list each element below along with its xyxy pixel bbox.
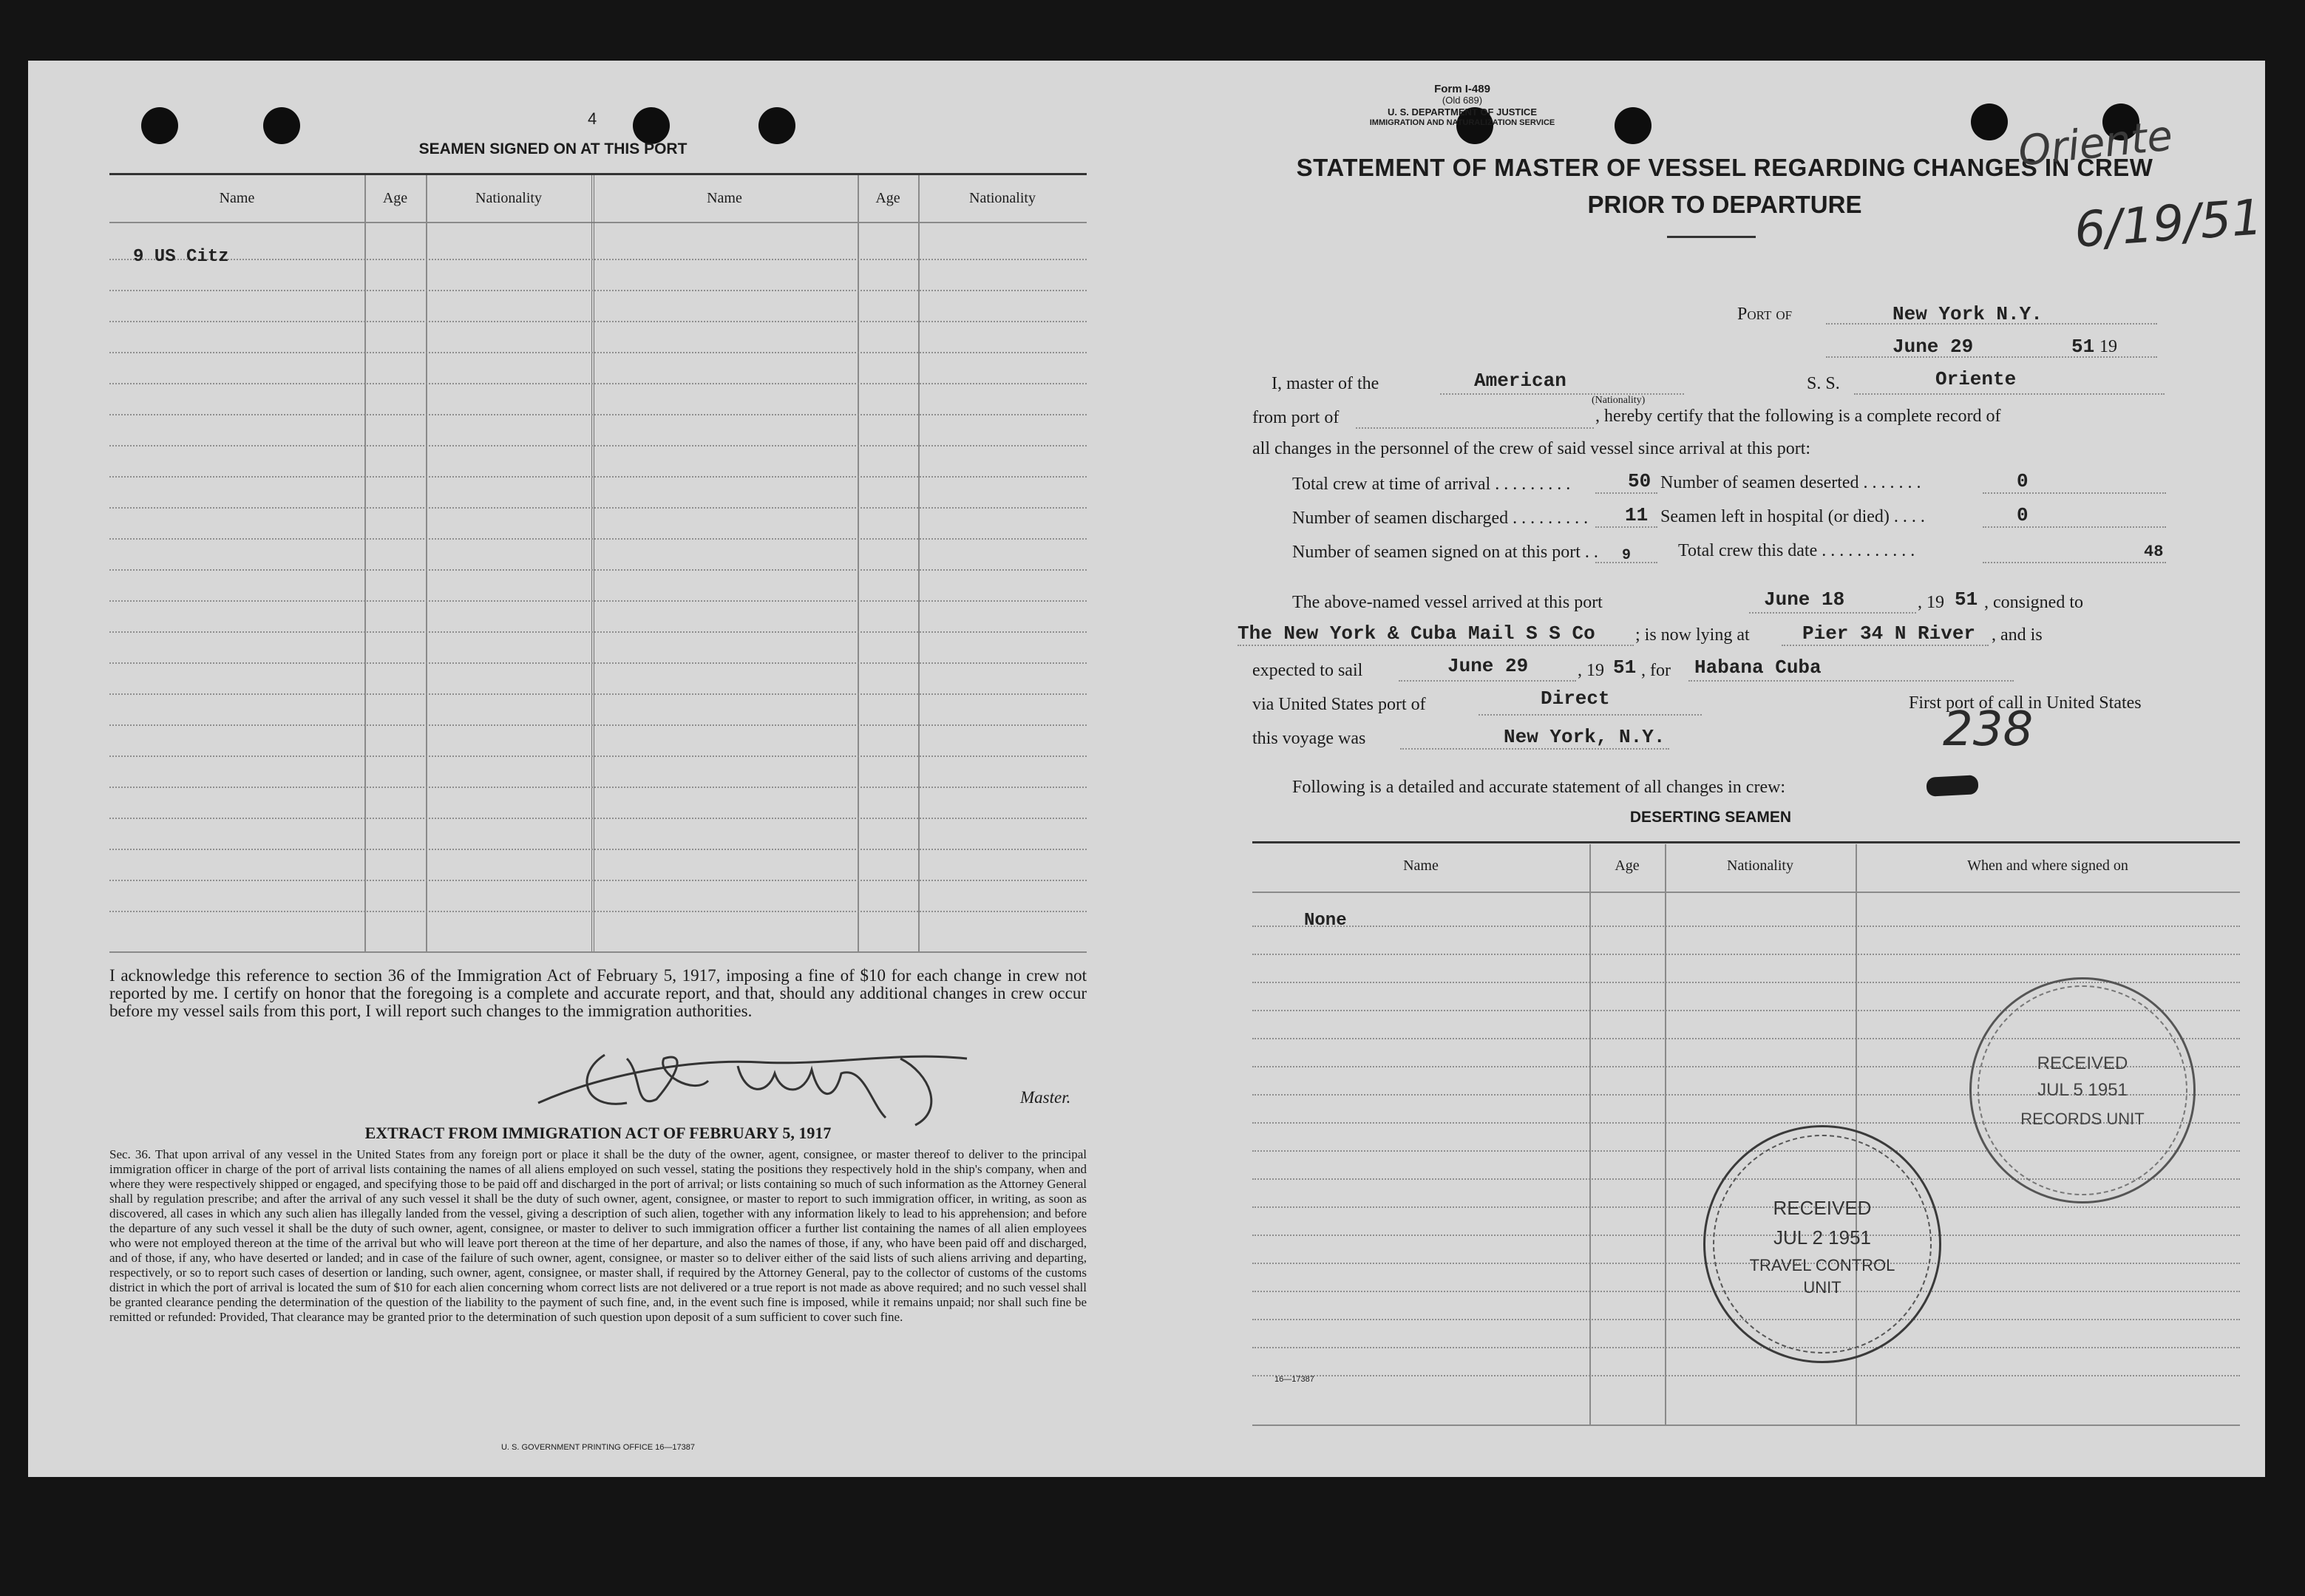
voyage-label: this voyage was <box>1252 729 1366 748</box>
first-port-value: New York, N.Y. <box>1504 726 1666 748</box>
fill-line <box>1983 562 2166 563</box>
signed-on-value: 9 <box>1622 547 1632 564</box>
table-row <box>109 849 1087 850</box>
received-travel-control-stamp <box>1703 1125 1941 1363</box>
stamp-date-text: JUL 5 1951 <box>2037 1080 2128 1100</box>
extract-text: Sec. 36. That upon arrival of any vessel in the United States from any foreign port or place it shall be the duty of the owner, agent, consignee, or master thereof to deliver to the principal immigration officer in charge of the port of arrival lists containing the names of all aliens employed on such vessel, stating the positions they respectively hold in the ship's company, when and where they were respectively shipped or engaged, and specifying those to be paid off and discharged in the port of arrival; or lists containing so much of such information as the Attorney General shall by regulation prescribe; and after the arrival of any such vessel it shall be the duty of such owner, agent, consignee, or master to report to such immigration officer, in writing, as soon as discovered, all cases in which any such alien has illegally landed from the vessel, giving a description of such alien, together with any information likely to lead to his apprehension; and before the departure of any such vessel it shall be the duty of such owner, agent, consignee, or master to deliver to such immigration officer a further list containing the names of all alien employees who were not employed thereon at the time of the arrival but who will leave port thereon at the time of her departure, and also the names of those, if any, who have been paid off and discharged, and of those, if any, who have deserted or landed; and in case of the failure of such owner, agent, consignee, or master so to deliver either of the said lists of such aliens arriving and departing, respectively, or so to report such cases of desertion or landing, such owner, agent, consignee, or master shall, if required by the Attorney General, pay to the collector of customs of the customs district in which the port of arrival is located the sum of $10 for each alien concerning whom correct lists are not delivered or a true report is not made as above required; and no such vessel shall be granted clearance pending the determination of the question of the liability to the payment of such fine, and, in the event such fine is imposed, while it remains unpaid; nor shall such fine be remitted or refunded: Provided, That clearance may be granted prior to the determination of such question upon deposit of a sum sufficient to cover such fine. <box>109 1147 1087 1324</box>
arrived-year: 51 <box>1955 588 1978 611</box>
and-is-label: , and is <box>1992 625 2043 645</box>
table-top-rule <box>109 173 1087 175</box>
table-row <box>109 414 1087 415</box>
via-value: Direct <box>1541 687 1610 710</box>
date-value: June 29 <box>1892 336 1974 358</box>
table-row <box>1252 926 2240 927</box>
received-records-stamp <box>1969 977 2196 1203</box>
extract-title: EXTRACT FROM IMMIGRATION ACT OF FEBRUARY 5, 1917 <box>364 1124 832 1142</box>
master-label: Master. <box>1020 1088 1071 1107</box>
lying-at-value: Pier 34 N River <box>1802 622 1976 645</box>
fill-line <box>1595 526 1657 528</box>
deserting-entry: None <box>1304 911 1347 931</box>
col-header-age: Age <box>875 190 900 206</box>
table-row <box>109 631 1087 633</box>
table-row <box>109 569 1087 571</box>
form-title-line2: PRIOR TO DEPARTURE <box>1587 191 1862 218</box>
table-row <box>109 445 1087 446</box>
fill-line <box>1356 427 1594 429</box>
fill-line <box>1399 680 1576 682</box>
col-header-name: Name <box>707 190 742 206</box>
fill-line <box>1983 526 2166 528</box>
consigned-label: , consigned to <box>1984 593 2083 612</box>
column-divider <box>426 175 427 951</box>
table-row <box>1252 954 2240 955</box>
table-row <box>109 600 1087 602</box>
column-divider <box>858 175 859 951</box>
total-crew-date-value: 48 <box>2144 543 2164 561</box>
table-row <box>109 693 1087 695</box>
for-label: , for <box>1641 661 1671 680</box>
nationality-caption: (Nationality) <box>1592 395 1646 406</box>
hospital-value: 0 <box>2017 504 2029 526</box>
hospital-label: Seamen left in hospital (or died) . . . . <box>1660 507 1925 526</box>
deserting-col-name: Name <box>1403 858 1439 874</box>
signed-on-entry: 9 US Citz <box>133 247 229 267</box>
fill-line <box>1595 492 1657 494</box>
left-page <box>28 61 1137 1477</box>
deserted-label: Number of seamen deserted . . . . . . . <box>1660 473 1921 492</box>
col-header-age: Age <box>382 190 408 206</box>
deserted-value: 0 <box>2017 470 2029 492</box>
table-row <box>109 755 1087 757</box>
fill-line <box>1238 645 1634 646</box>
sail-year-prefix: , 19 <box>1578 661 1604 680</box>
right-page <box>1181 61 2265 1477</box>
handwritten-number: 238 <box>1943 702 2034 757</box>
sail-year: 51 <box>1613 656 1637 679</box>
deserting-table-top-rule <box>1252 841 2240 843</box>
handwritten-date: 6/19/51 <box>2072 189 2264 259</box>
deserting-col-age: Age <box>1615 858 1640 874</box>
table-row <box>109 911 1087 912</box>
year-suffix: 19 <box>2099 337 2117 356</box>
form-title-line1: STATEMENT OF MASTER OF VESSEL REGARDING CHANGES IN CREW <box>1296 154 2153 181</box>
arrived-label: The above-named vessel arrived at this port <box>1292 593 1603 612</box>
signed-on-label: Number of seamen signed on at this port . . <box>1292 543 1598 562</box>
page-number: 4 <box>588 109 597 128</box>
title-underline <box>1667 236 1756 238</box>
arrived-date: June 18 <box>1764 588 1845 611</box>
certify-text: , hereby certify that the following is a complete record of <box>1595 407 2001 426</box>
table-row <box>109 507 1087 509</box>
fill-line <box>1688 680 2014 682</box>
column-divider <box>1665 844 1666 1424</box>
table-row <box>109 662 1087 664</box>
column-divider <box>591 175 594 951</box>
document-sheet <box>28 61 2265 1477</box>
acknowledgment-text: I acknowledge this reference to section 36 of the Immigration Act of February 5, 1917, imposing a fine of $10 for each change in crew not reported by me. I certify on honor that the foregoing is a complete and accurate report, and that, should any additional changes in crew occur before my vessel sails from this port, I will report such changes to the immigration authorities. <box>109 966 1087 1020</box>
col-header-nationality: Nationality <box>475 190 542 206</box>
all-changes-text: all changes in the personnel of the crew of said vessel since arrival at this port: <box>1252 439 1811 458</box>
stamp-unit-text: RECORDS UNIT <box>2020 1110 2145 1128</box>
table-row <box>109 724 1087 726</box>
port-label: Port of <box>1737 305 1793 324</box>
deserting-title: DESERTING SEAMEN <box>1629 809 1792 826</box>
total-crew-arrival-value: 50 <box>1628 470 1651 492</box>
deserting-table-bottom-rule <box>1252 1424 2240 1426</box>
nationality-value: American <box>1474 370 1566 392</box>
first-port-label: First port of call in United States <box>1909 693 2142 713</box>
stamp-received-text: RECEIVED <box>1773 1197 1872 1219</box>
total-crew-date-label: Total crew this date . . . . . . . . . . . <box>1678 541 1915 560</box>
column-divider <box>1589 844 1591 1424</box>
table-row <box>109 321 1087 322</box>
form-old-number: (Old 689) <box>1442 95 1483 106</box>
fill-line <box>1854 393 2165 395</box>
section-title: SEAMEN SIGNED ON AT THIS PORT <box>418 140 688 157</box>
stamp-unit-text: TRAVEL CONTROL <box>1749 1256 1895 1274</box>
fill-line <box>1440 393 1684 395</box>
ss-label: S. S. <box>1807 374 1840 393</box>
sail-date: June 29 <box>1447 655 1529 677</box>
deserting-header-rule <box>1252 892 2240 893</box>
table-bottom-rule <box>109 951 1087 953</box>
deserting-col-signed-on: When and where signed on <box>1967 858 2128 874</box>
column-divider <box>364 175 366 951</box>
table-row <box>109 352 1087 353</box>
expected-label: expected to sail <box>1252 661 1363 680</box>
fill-line <box>1400 748 1669 750</box>
department-name: U. S. DEPARTMENT OF JUSTICE <box>1388 106 1537 118</box>
col-header-nationality: Nationality <box>969 190 1036 206</box>
year-value: 51 <box>2071 336 2095 358</box>
stamp-unit-text: UNIT <box>1803 1278 1841 1297</box>
table-row <box>109 538 1087 540</box>
col-header-name: Name <box>219 190 255 206</box>
stamp-received-text: RECEIVED <box>2037 1053 2128 1073</box>
table-header-rule <box>109 222 1087 223</box>
arrived-year-prefix: , 19 <box>1918 593 1944 612</box>
deserting-col-nationality: Nationality <box>1727 858 1793 874</box>
form-number: Form I-489 <box>1434 83 1490 95</box>
column-divider <box>918 175 920 951</box>
fill-line <box>1983 492 2166 494</box>
fill-line <box>1479 714 1702 716</box>
table-row <box>109 476 1087 478</box>
via-label: via United States port of <box>1252 695 1426 714</box>
table-row <box>1252 1375 2240 1376</box>
fill-line <box>1749 612 1916 614</box>
master-of-label: I, master of the <box>1272 374 1379 393</box>
table-row <box>109 818 1087 819</box>
bottom-form-code: 16—17387 <box>1274 1375 1314 1384</box>
fill-line <box>1782 645 1989 646</box>
printer-line: U. S. GOVERNMENT PRINTING OFFICE 16—17387 <box>500 1443 696 1452</box>
port-value: New York N.Y. <box>1892 303 2043 325</box>
handwritten-vessel-name: Oriente <box>2016 112 2175 176</box>
redacted-mark <box>1926 775 1978 797</box>
table-row <box>109 290 1087 291</box>
master-signature <box>516 1029 1004 1133</box>
total-crew-arrival-label: Total crew at time of arrival . . . . . . . . . <box>1292 475 1571 494</box>
table-row <box>1252 1347 2240 1348</box>
consignee-value: The New York & Cuba Mail S S Co <box>1238 622 1595 645</box>
stamp-date-text: JUL 2 1951 <box>1773 1226 1872 1249</box>
following-label: Following is a detailed and accurate statement of all changes in crew: <box>1292 778 1786 797</box>
from-port-label: from port of <box>1252 408 1340 427</box>
service-name: IMMIGRATION AND NATURALIZATION SERVICE <box>1369 118 1555 127</box>
table-row <box>109 383 1087 384</box>
table-row <box>109 787 1087 788</box>
table-row <box>109 880 1087 881</box>
destination-value: Habana Cuba <box>1694 656 1822 679</box>
discharged-value: 11 <box>1625 504 1649 526</box>
discharged-label: Number of seamen discharged . . . . . . . . . <box>1292 509 1589 528</box>
table-row <box>109 259 1087 260</box>
ship-name: Oriente <box>1935 368 2017 390</box>
lying-label: ; is now lying at <box>1635 625 1750 645</box>
